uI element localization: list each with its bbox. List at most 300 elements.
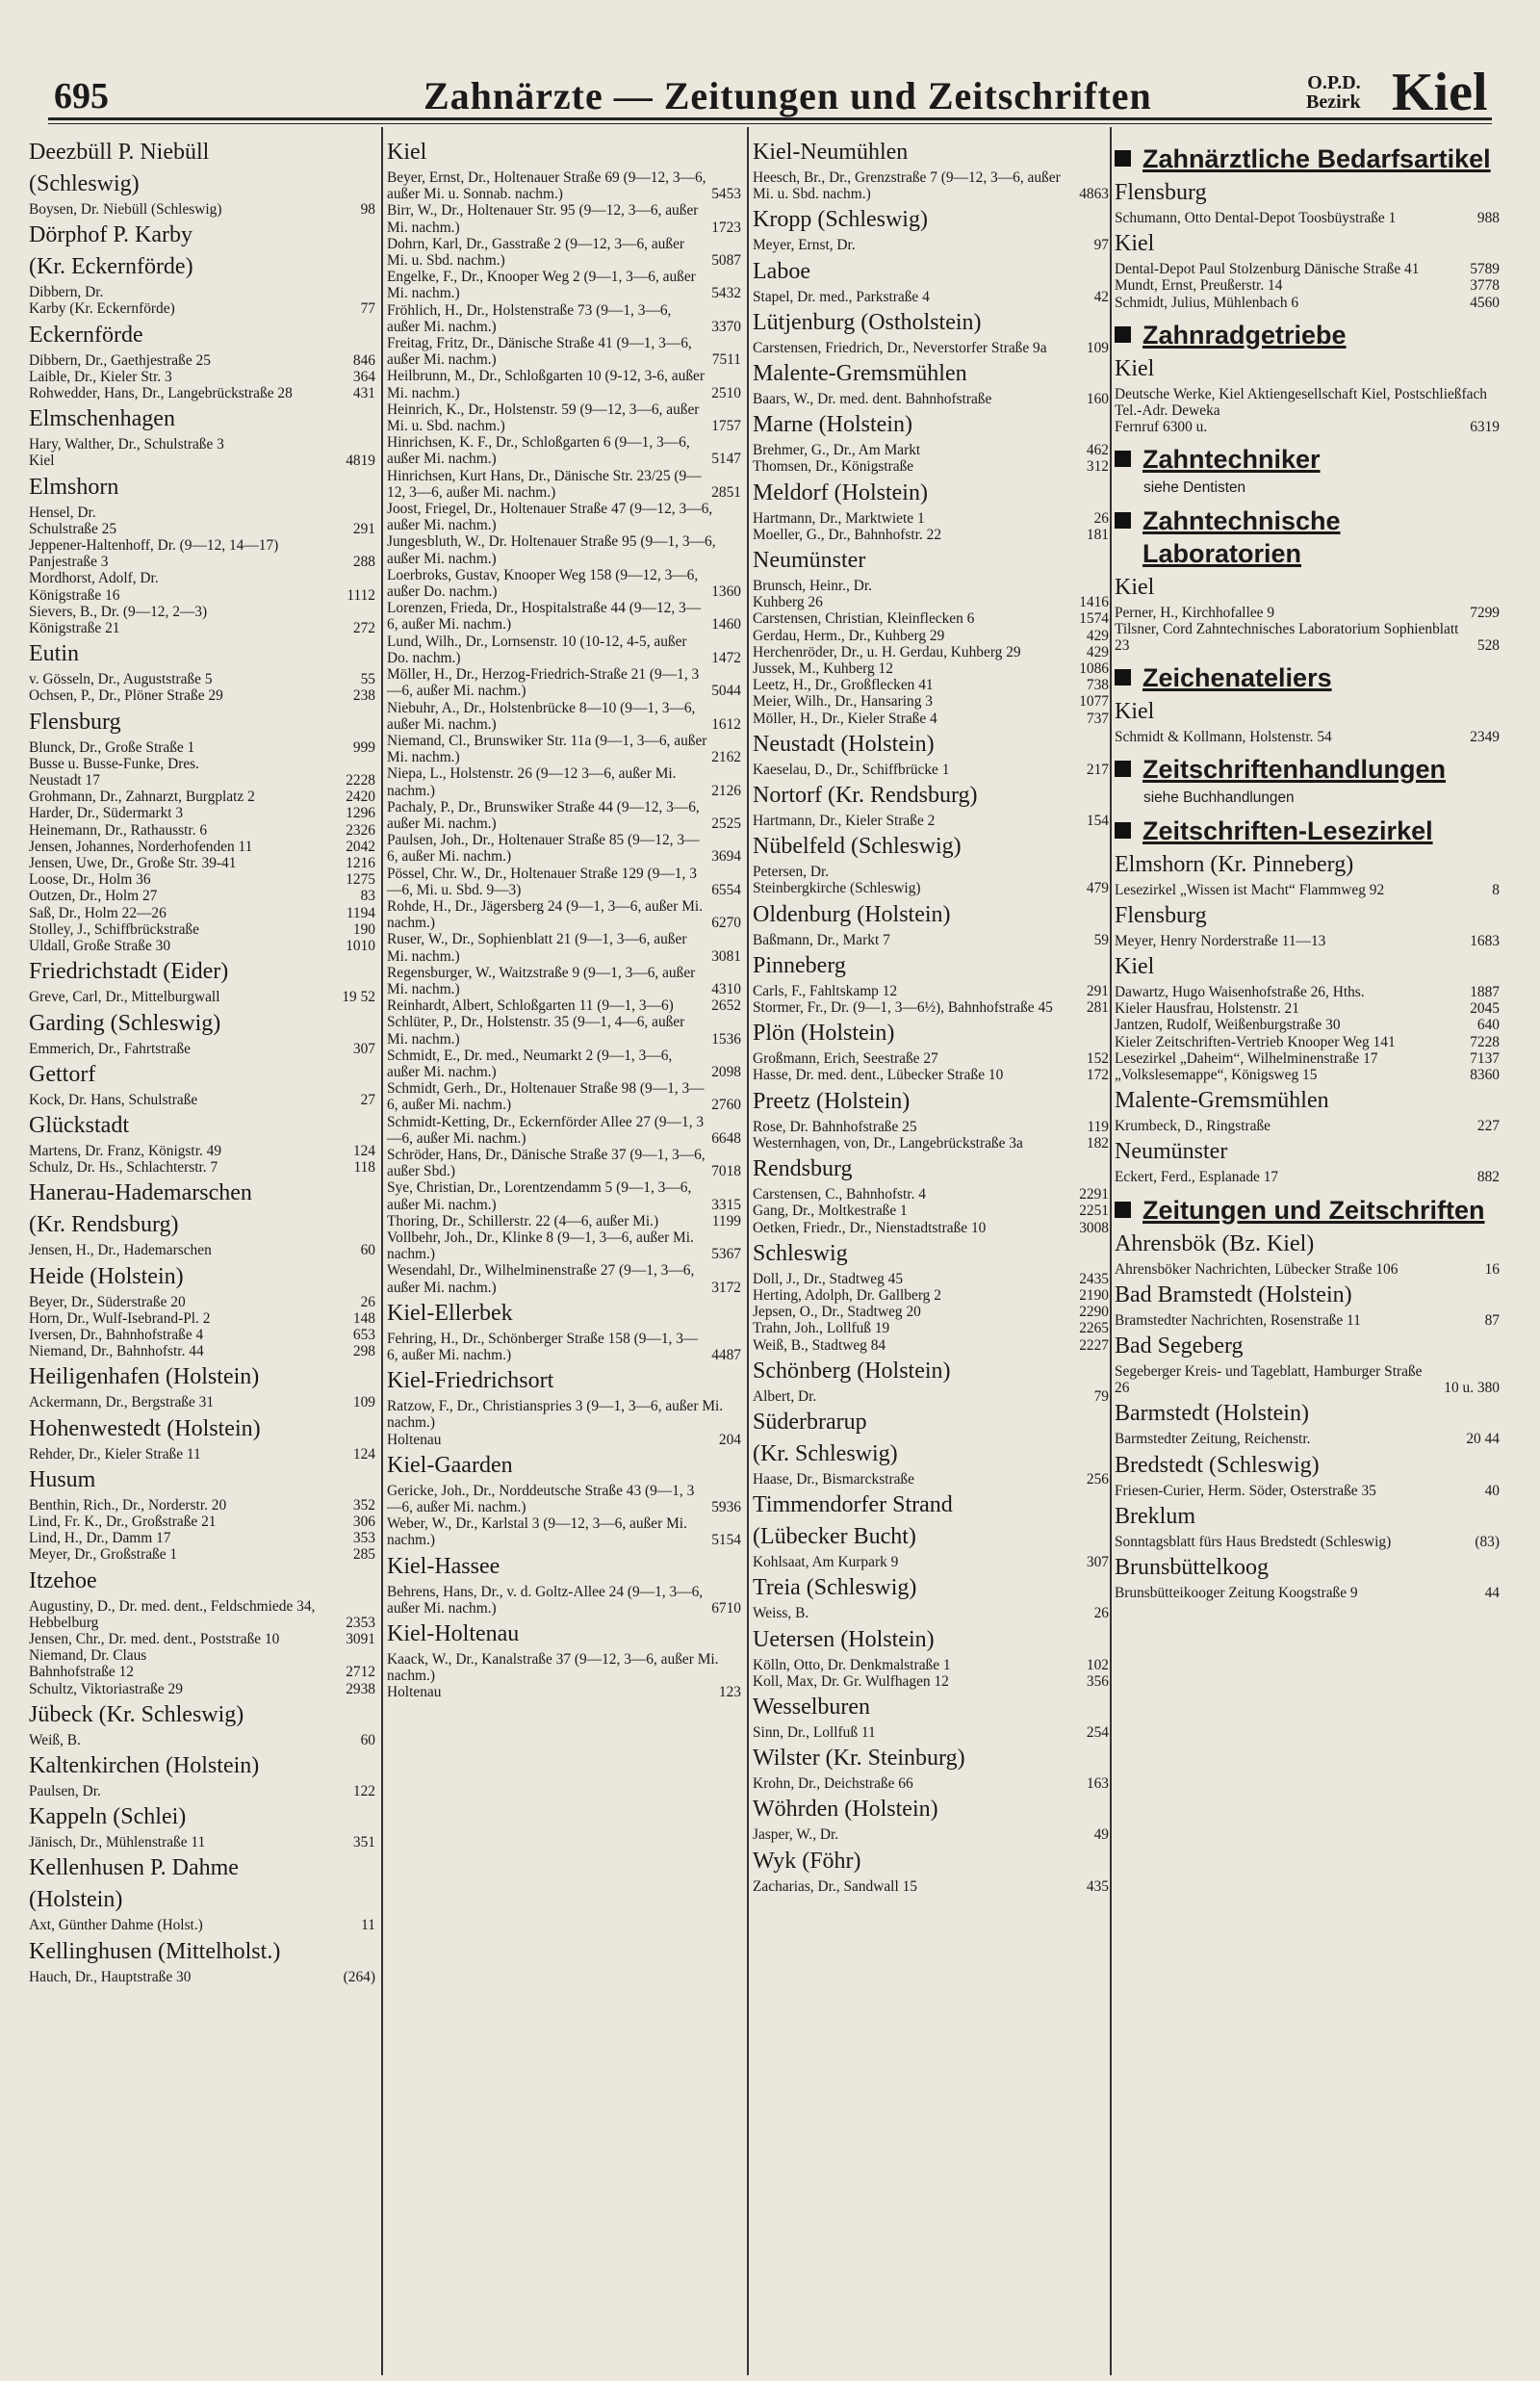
place-heading: Plön (Holstein) bbox=[753, 1021, 895, 1047]
phone-number: 2042 bbox=[346, 838, 375, 855]
phone-number: 2851 bbox=[711, 483, 741, 501]
directory-entry bbox=[29, 789, 375, 805]
entry-name: Möller, H., Dr., Kieler Straße 4 bbox=[753, 710, 937, 727]
place-heading: Kiel bbox=[1115, 231, 1155, 257]
region-label bbox=[1306, 73, 1361, 112]
entry-name: Lorenzen, Frieda, Dr., Hospitalstraße 44 (9—12, 3—6, außer Mi. nachm.) bbox=[387, 600, 702, 634]
directory-entry bbox=[1115, 1034, 1500, 1050]
entry-name: Stolley, J., Schiffbrückstraße bbox=[29, 920, 199, 938]
phone-number: 20 44 bbox=[1466, 1431, 1500, 1448]
place-heading: Elmschenhagen bbox=[29, 406, 175, 432]
entry-name: Fernruf 6300 u. bbox=[1115, 419, 1208, 436]
entry-name: Weiß, B. bbox=[29, 1731, 81, 1748]
phone-number: 181 bbox=[1086, 526, 1109, 543]
place-heading: Kiel bbox=[1115, 355, 1155, 381]
header-rule-thin bbox=[48, 123, 1492, 124]
directory-entry bbox=[753, 864, 1109, 880]
phone-number: 738 bbox=[1086, 677, 1109, 694]
directory-entry bbox=[753, 711, 1109, 727]
directory-entry bbox=[29, 839, 375, 855]
entry-name: Herting, Adolph, Dr. Gallberg 2 bbox=[753, 1286, 941, 1304]
phone-number: 2326 bbox=[346, 821, 375, 839]
directory-entry bbox=[1115, 1534, 1500, 1550]
entry-name: Loerbroks, Gustav, Knooper Weg 158 (9—12, 3—6, außer Do. nachm.) bbox=[387, 566, 699, 601]
phone-number: 2228 bbox=[346, 772, 375, 789]
black-square-icon bbox=[1115, 822, 1131, 839]
entry-name: Hensel, Dr. bbox=[29, 504, 96, 521]
phone-number: 8360 bbox=[1470, 1067, 1500, 1084]
entry-name: Carstensen, Friedrich, Dr., Neverstorfer Straße 9a bbox=[753, 339, 1047, 356]
entry-name: Schmidt, Julius, Mühlenbach 6 bbox=[1115, 294, 1299, 311]
directory-entry bbox=[753, 1287, 1109, 1304]
category-title: Zahntechniker bbox=[1142, 445, 1321, 475]
entry-name: Bramstedter Nachrichten, Rosenstraße 11 bbox=[1115, 1311, 1361, 1329]
entry-name: Hasse, Dr. med. dent., Lübecker Straße 10 bbox=[753, 1067, 1004, 1084]
directory-entry bbox=[1115, 261, 1500, 277]
directory-entry bbox=[753, 693, 1109, 710]
entry-name: Trahn, Joh., Lollfuß 19 bbox=[753, 1320, 890, 1337]
entry-name: Meyer, Ernst, Dr. bbox=[753, 237, 856, 254]
phone-number: 3694 bbox=[711, 848, 741, 866]
phone-number: 2349 bbox=[1470, 729, 1500, 746]
directory-entry bbox=[387, 799, 741, 832]
phone-number: 1296 bbox=[346, 805, 375, 822]
column-divider bbox=[381, 127, 383, 2375]
directory-entry bbox=[29, 1783, 375, 1799]
entry-name: Schmidt, Gerh., Dr., Holtenauer Straße 98 (9—1, 3—6, außer Mi. nachm.) bbox=[387, 1080, 705, 1114]
place-heading: Kellinghusen (Mittelholst.) bbox=[29, 1938, 281, 1964]
entry-name: Reinhardt, Albert, Schloßgarten 11 (9—1, 3—6) bbox=[387, 997, 674, 1015]
place-heading: Nortorf (Kr. Rendsburg) bbox=[753, 783, 978, 809]
directory-entry bbox=[387, 931, 741, 964]
entry-name: Petersen, Dr. bbox=[753, 864, 830, 881]
directory-entry bbox=[387, 733, 741, 765]
directory-entry bbox=[1115, 277, 1500, 294]
directory-entry bbox=[753, 1135, 1109, 1152]
entry-name: Kock, Dr. Hans, Schulstraße bbox=[29, 1091, 198, 1108]
entry-name: Heilbrunn, M., Dr., Schloßgarten 10 (9-12, 3-6, außer Mi. nachm.) bbox=[387, 368, 705, 401]
directory-entry bbox=[29, 1294, 375, 1310]
entry-name: Beyer, Dr., Süderstraße 20 bbox=[29, 1293, 186, 1310]
entry-name: Gang, Dr., Moltkestraße 1 bbox=[753, 1203, 908, 1220]
place-heading: Eckernförde bbox=[29, 322, 143, 348]
entry-name: Oetken, Friedr., Dr., Nienstadtstraße 10 bbox=[753, 1219, 987, 1236]
entry-name: Dental-Depot Paul Stolzenburg Dänische Straße 41 bbox=[1115, 261, 1420, 278]
black-square-icon bbox=[1115, 451, 1131, 467]
directory-entry bbox=[753, 1337, 1109, 1354]
phone-number: 124 bbox=[352, 1445, 375, 1462]
opd-label: O.P.D. bbox=[1307, 72, 1361, 93]
entry-name: Kieler Hausfrau, Holstenstr. 21 bbox=[1115, 1000, 1299, 1018]
directory-entry bbox=[29, 756, 375, 772]
entry-name: Ochsen, P., Dr., Plöner Straße 29 bbox=[29, 687, 223, 705]
category-title: Zahnradgetriebe bbox=[1142, 320, 1347, 349]
directory-entry bbox=[387, 965, 741, 997]
phone-number: 429 bbox=[1086, 643, 1109, 660]
place-heading: Wesselburen bbox=[753, 1694, 871, 1720]
directory-entry bbox=[753, 1724, 1109, 1741]
phone-number: 2162 bbox=[711, 749, 741, 766]
directory-entry bbox=[387, 1515, 741, 1548]
directory-entry bbox=[753, 1775, 1109, 1792]
place-heading: Preetz (Holstein) bbox=[753, 1088, 911, 1114]
directory-entry bbox=[29, 1834, 375, 1850]
entry-name: Axt, Günther Dahme (Holst.) bbox=[29, 1917, 203, 1934]
entry-name: Schultz, Viktoriastraße 29 bbox=[29, 1680, 183, 1697]
directory-entry bbox=[1115, 1118, 1500, 1134]
phone-number: 462 bbox=[1086, 442, 1109, 459]
entry-name: Paulsen, Dr. bbox=[29, 1782, 101, 1799]
directory-entry bbox=[29, 905, 375, 921]
phone-number: 4863 bbox=[1079, 186, 1109, 203]
phone-number: 291 bbox=[1086, 982, 1109, 999]
directory-entry bbox=[29, 1343, 375, 1359]
directory-entry bbox=[387, 1651, 741, 1684]
phone-number: (83) bbox=[1475, 1533, 1500, 1550]
entry-name: Sonntagsblatt fürs Haus Bredstedt (Schleswig) bbox=[1115, 1533, 1392, 1550]
entry-name: Thoring, Dr., Schillerstr. 22 (4—6, außer Mi.) bbox=[387, 1212, 659, 1229]
entry-name: Laible, Dr., Kieler Str. 3 bbox=[29, 368, 172, 385]
phone-number: 5044 bbox=[711, 683, 741, 700]
directory-entry bbox=[1115, 419, 1500, 435]
phone-number: 3172 bbox=[711, 1279, 741, 1296]
entry-name: „Volkslesemappe“, Königsweg 15 bbox=[1115, 1067, 1318, 1084]
phone-number: 5936 bbox=[711, 1499, 741, 1516]
entry-name: Baßmann, Dr., Markt 7 bbox=[753, 931, 890, 948]
directory-entry bbox=[29, 871, 375, 888]
phone-number: 351 bbox=[352, 1834, 375, 1851]
phone-number: 653 bbox=[352, 1326, 375, 1343]
phone-number: 4310 bbox=[711, 980, 741, 997]
directory-entry bbox=[1115, 1067, 1500, 1083]
entry-name: Vollbehr, Joh., Dr., Klinke 8 (9—1, 3—6, außer Mi. nachm.) bbox=[387, 1229, 694, 1263]
phone-number: 6319 bbox=[1470, 419, 1500, 436]
place-heading: Kiel-Holtenau bbox=[387, 1621, 520, 1647]
directory-entry bbox=[1115, 386, 1500, 419]
place-heading: Gettorf bbox=[29, 1061, 96, 1087]
directory-entry bbox=[29, 888, 375, 904]
phone-number: 7299 bbox=[1470, 604, 1500, 621]
phone-number: 4487 bbox=[711, 1347, 741, 1364]
directory-entry bbox=[1115, 621, 1500, 654]
phone-number: 97 bbox=[1093, 237, 1109, 254]
directory-entry bbox=[387, 1048, 741, 1080]
place-heading: Timmendorfer Strand bbox=[753, 1492, 953, 1518]
entry-name: Jungesbluth, W., Dr. Holtenauer Straße 95 (9—1, 3—6, außer Mi. nachm.) bbox=[387, 533, 716, 567]
place-heading: Kiel-Hassee bbox=[387, 1553, 500, 1579]
phone-number: 7018 bbox=[711, 1163, 741, 1180]
entry-name: Weiß, B., Stadtweg 84 bbox=[753, 1336, 886, 1354]
directory-entry bbox=[387, 1229, 741, 1262]
place-heading: Kiel bbox=[387, 140, 427, 165]
phone-number: 49 bbox=[1093, 1826, 1109, 1844]
place-heading: Malente-Gremsmühlen bbox=[1115, 1088, 1329, 1114]
entry-name: Fröhlich, H., Dr., Holstenstraße 73 (9—1, 3—6, außer Mi. nachm.) bbox=[387, 301, 672, 335]
entry-name: Ruser, W., Dr., Sophienblatt 21 (9—1, 3—6, außer Mi. nachm.) bbox=[387, 931, 687, 965]
phone-number: 737 bbox=[1086, 710, 1109, 727]
place-heading: Treia (Schleswig) bbox=[753, 1575, 917, 1601]
place-heading: Neumünster bbox=[1115, 1139, 1228, 1165]
phone-number: 87 bbox=[1484, 1311, 1500, 1329]
phone-number: 2290 bbox=[1079, 1304, 1109, 1321]
directory-entry bbox=[1115, 1431, 1500, 1447]
directory-entry bbox=[753, 527, 1109, 543]
entry-name: Baars, W., Dr. med. dent. Bahnhofstraße bbox=[753, 391, 992, 408]
cross-reference: siehe Dentisten bbox=[1143, 479, 1246, 497]
phone-number: 988 bbox=[1476, 210, 1500, 226]
phone-number: 10 u. 380 bbox=[1444, 1380, 1500, 1397]
phone-number: 60 bbox=[360, 1242, 375, 1259]
directory-entry bbox=[29, 921, 375, 938]
entry-name: Ratzow, F., Dr., Christianspries 3 (9—1, 3—6, außer Mi. nachm.) bbox=[387, 1398, 724, 1432]
place-heading: Wöhrden (Holstein) bbox=[753, 1797, 938, 1823]
entry-name: Fehring, H., Dr., Schönberger Straße 158 (9—1, 3—6, außer Mi. nachm.) bbox=[387, 1330, 699, 1364]
place-heading: Malente-Gremsmühlen bbox=[753, 361, 967, 387]
directory-entry bbox=[29, 201, 375, 218]
entry-name: Möller, H., Dr., Herzog-Friedrich-Straße 21 (9—1, 3—6, außer Mi. nachm.) bbox=[387, 666, 700, 700]
phone-number: 7511 bbox=[711, 351, 741, 369]
phone-number: 2265 bbox=[1079, 1320, 1109, 1337]
place-heading: Garding (Schleswig) bbox=[29, 1010, 221, 1036]
directory-entry bbox=[1115, 210, 1500, 226]
entry-name: Rohwedder, Hans, Dr., Langebrückstraße 28 bbox=[29, 385, 293, 402]
directory-entry bbox=[753, 932, 1109, 948]
entry-name: Neustadt 17 bbox=[29, 772, 100, 789]
phone-number: 26 bbox=[1093, 1605, 1109, 1622]
directory-entry bbox=[29, 1310, 375, 1327]
directory-entry bbox=[29, 1041, 375, 1057]
directory-entry bbox=[29, 1327, 375, 1343]
phone-number: 27 bbox=[360, 1091, 375, 1108]
entry-name: Jensen, Chr., Dr. med. dent., Poststraße 10 bbox=[29, 1630, 280, 1647]
category-title: Zahntechnische Laboratorien bbox=[1142, 505, 1341, 568]
phone-number: 40 bbox=[1484, 1482, 1500, 1499]
entry-name: Uldall, Große Straße 30 bbox=[29, 938, 171, 955]
directory-entry bbox=[387, 434, 741, 467]
directory-entry bbox=[29, 1917, 375, 1933]
place-heading: Kiel-Neumühlen bbox=[753, 140, 909, 165]
directory-entry bbox=[29, 1530, 375, 1546]
place-heading: Kropp (Schleswig) bbox=[753, 207, 928, 233]
category-title: Zeitschriftenhandlungen bbox=[1142, 755, 1447, 785]
phone-number: 7137 bbox=[1470, 1049, 1500, 1067]
category-title: Zeitungen und Zeitschriften bbox=[1142, 1195, 1485, 1225]
directory-entry bbox=[387, 368, 741, 401]
phone-number: 640 bbox=[1476, 1017, 1500, 1034]
place-heading: Marne (Holstein) bbox=[753, 412, 912, 438]
directory-entry bbox=[1115, 1312, 1500, 1329]
place-heading: (Kr. Eckernförde) bbox=[29, 254, 193, 280]
entry-name: Schulz, Dr. Hs., Schlachterstr. 7 bbox=[29, 1159, 218, 1177]
black-square-icon bbox=[1115, 669, 1131, 686]
phone-number: 353 bbox=[352, 1530, 375, 1547]
place-heading: Schleswig bbox=[753, 1240, 848, 1266]
directory-entry bbox=[753, 594, 1109, 610]
entry-name: Sye, Christian, Dr., Lorentzendamm 5 (9—1, 3—6, außer Mi. nachm.) bbox=[387, 1179, 692, 1213]
phone-number: 2525 bbox=[711, 815, 741, 832]
place-heading: (Kr. Schleswig) bbox=[753, 1440, 898, 1466]
phone-number: 307 bbox=[1086, 1554, 1109, 1571]
column-divider bbox=[747, 127, 749, 2375]
directory-entry bbox=[29, 1394, 375, 1410]
directory-entry bbox=[29, 1681, 375, 1697]
phone-number: 16 bbox=[1484, 1260, 1500, 1278]
phone-number: 479 bbox=[1086, 880, 1109, 897]
place-heading: Nübelfeld (Schleswig) bbox=[753, 834, 962, 860]
phone-number: 1683 bbox=[1470, 932, 1500, 949]
entry-name: Hary, Walther, Dr., Schulstraße 3 bbox=[29, 436, 224, 453]
directory-entry bbox=[29, 1514, 375, 1530]
place-heading: Eutin bbox=[29, 641, 79, 667]
phone-number: 1887 bbox=[1470, 984, 1500, 1001]
place-heading: (Kr. Rendsburg) bbox=[29, 1212, 179, 1238]
entry-name: Jensen, Johannes, Norderhofenden 11 bbox=[29, 838, 253, 855]
place-heading: Flensburg bbox=[1115, 902, 1207, 928]
entry-name: Engelke, F., Dr., Knooper Weg 2 (9—1, 3—6, außer Mi. nachm.) bbox=[387, 269, 696, 302]
entry-name: Kuhberg 26 bbox=[753, 594, 823, 611]
place-heading: Flensburg bbox=[1115, 180, 1207, 205]
place-heading: Brunsbüttelkoog bbox=[1115, 1555, 1269, 1581]
directory-entry bbox=[753, 442, 1109, 458]
phone-number: 3008 bbox=[1079, 1219, 1109, 1236]
directory-entry bbox=[387, 866, 741, 898]
header-city: Kiel bbox=[1392, 63, 1488, 122]
entry-name: Horn, Dr., Wulf-Isebrand-Pl. 2 bbox=[29, 1309, 211, 1327]
phone-number: 254 bbox=[1086, 1723, 1109, 1741]
phone-number: 6648 bbox=[711, 1129, 741, 1147]
place-heading: Kiel bbox=[1115, 574, 1155, 600]
phone-number: 2420 bbox=[346, 789, 375, 806]
entry-name: Heinrich, K., Dr., Holstenstr. 59 (9—12, 3—6, außer Mi. u. Sbd. nachm.) bbox=[387, 401, 700, 435]
phone-number: 1416 bbox=[1079, 594, 1109, 611]
directory-entry bbox=[753, 1186, 1109, 1203]
entry-name: Doll, J., Dr., Stadtweg 45 bbox=[753, 1270, 904, 1287]
entry-name: Jepsen, O., Dr., Stadtweg 20 bbox=[753, 1304, 921, 1321]
entry-name: Augustiny, D., Dr. med. dent., Feldschmiede 34, Hebbelburg bbox=[29, 1597, 316, 1631]
entry-name: Dawartz, Hugo Waisenhofstraße 26, Hths. bbox=[1115, 984, 1365, 1001]
header-rule bbox=[48, 117, 1492, 120]
entry-name: Pössel, Chr. W., Dr., Holtenauer Straße 129 (9—1, 3—6, Mi. u. Sbd. 9—3) bbox=[387, 865, 697, 898]
directory-entry bbox=[387, 202, 741, 235]
place-heading: Rendsburg bbox=[753, 1156, 853, 1182]
category-heading bbox=[1115, 661, 1500, 694]
phone-number: 999 bbox=[352, 738, 375, 756]
black-square-icon bbox=[1115, 150, 1131, 167]
entry-name: Beyer, Ernst, Dr., Holtenauer Straße 69 (9—12, 3—6, außer Mi. u. Sonnab. nachm.) bbox=[387, 169, 706, 203]
phone-number: 119 bbox=[1087, 1118, 1109, 1135]
phone-number: 2227 bbox=[1079, 1336, 1109, 1354]
entry-name: Friesen-Curier, Herm. Söder, Osterstraße 35 bbox=[1115, 1482, 1376, 1499]
directory-entry bbox=[753, 983, 1109, 999]
entry-name: Wesendahl, Dr., Wilhelminenstraße 27 (9—1, 3—6, außer Mi. nachm.) bbox=[387, 1262, 695, 1296]
place-heading: Glückstadt bbox=[29, 1112, 129, 1138]
directory-entry bbox=[753, 1203, 1109, 1219]
directory-entry bbox=[1115, 1169, 1500, 1185]
place-heading: Wilster (Kr. Steinburg) bbox=[753, 1746, 965, 1772]
place-heading: Kiel-Gaarden bbox=[387, 1452, 513, 1478]
entry-name: Hauch, Dr., Hauptstraße 30 bbox=[29, 1968, 192, 1985]
directory-entry bbox=[29, 369, 375, 385]
place-heading: Bad Bramstedt (Holstein) bbox=[1115, 1281, 1352, 1307]
directory-entry bbox=[29, 453, 375, 469]
directory-entry bbox=[387, 1147, 741, 1179]
directory-entry bbox=[387, 832, 741, 865]
entry-name: Lesezirkel „Daheim“, Wilhelminenstraße 17 bbox=[1115, 1049, 1378, 1067]
phone-number: 291 bbox=[352, 520, 375, 537]
directory-entry bbox=[1115, 1585, 1500, 1601]
entry-name: Königstraße 21 bbox=[29, 620, 120, 637]
phone-number: 2126 bbox=[711, 782, 741, 799]
phone-number: 2435 bbox=[1079, 1270, 1109, 1287]
directory-entry bbox=[29, 1546, 375, 1563]
directory-entry bbox=[753, 237, 1109, 253]
entry-name: Koll, Max, Dr. Gr. Wulfhagen 12 bbox=[753, 1672, 949, 1690]
entry-name: Outzen, Dr., Holm 27 bbox=[29, 888, 158, 905]
entry-name: Krohn, Dr., Deichstraße 66 bbox=[753, 1775, 913, 1793]
phone-number: 172 bbox=[1086, 1067, 1109, 1084]
place-heading: Oldenburg (Holstein) bbox=[753, 901, 951, 927]
category-heading bbox=[1115, 505, 1500, 570]
directory-entry bbox=[29, 805, 375, 821]
entry-name: Eckert, Ferd., Esplanade 17 bbox=[1115, 1169, 1279, 1186]
entry-name: Krumbeck, D., Ringstraße bbox=[1115, 1118, 1270, 1135]
entry-name: Moeller, G., Dr., Bahnhofstr. 22 bbox=[753, 526, 942, 543]
category-title: Zeichenateliers bbox=[1142, 663, 1332, 693]
phone-number: 1460 bbox=[711, 616, 741, 634]
phone-number: 148 bbox=[352, 1309, 375, 1327]
phone-number: 256 bbox=[1086, 1470, 1109, 1488]
entry-name: Kieler Zeitschriften-Vertrieb Knooper Weg 141 bbox=[1115, 1033, 1396, 1050]
directory-entry bbox=[753, 880, 1109, 896]
phone-number: 2353 bbox=[346, 1614, 375, 1631]
entry-name: Deutsche Werke, Kiel Aktiengesellschaft Kiel, Postschließfach Tel.-Adr. Deweka bbox=[1115, 385, 1487, 420]
phone-number: (264) bbox=[343, 1968, 375, 1985]
directory-entry bbox=[387, 567, 741, 600]
phone-number: 109 bbox=[352, 1394, 375, 1411]
entry-name: Dohrn, Karl, Dr., Gasstraße 2 (9—12, 3—6, außer Mi. u. Sbd. nachm.) bbox=[387, 235, 685, 270]
entry-name: Albert, Dr. bbox=[753, 1387, 817, 1405]
entry-name: Emmerich, Dr., Fahrtstraße bbox=[29, 1040, 191, 1057]
directory-entry bbox=[753, 1878, 1109, 1895]
entry-name: Lund, Wilh., Dr., Lornsenstr. 10 (10-12, 4-5, außer Do. nachm.) bbox=[387, 633, 687, 666]
place-heading: Kappeln (Schlei) bbox=[29, 1804, 187, 1830]
phone-number: 190 bbox=[352, 920, 375, 938]
directory-entry bbox=[29, 938, 375, 954]
phone-number: 2251 bbox=[1079, 1203, 1109, 1220]
entry-name: Benthin, Rich., Dr., Norderstr. 20 bbox=[29, 1496, 227, 1514]
directory-entry bbox=[753, 644, 1109, 660]
directory-entry bbox=[753, 610, 1109, 627]
directory-entry bbox=[753, 660, 1109, 677]
entry-name: Niemand, Cl., Brunswiker Str. 11a (9—1, 3—6, außer Mi. nachm.) bbox=[387, 732, 707, 766]
phone-number: 83 bbox=[360, 888, 375, 905]
place-heading: Meldorf (Holstein) bbox=[753, 479, 928, 505]
place-heading: Neustadt (Holstein) bbox=[753, 731, 935, 757]
entry-name: Jensen, H., Dr., Hademarschen bbox=[29, 1242, 212, 1259]
directory-entry bbox=[387, 401, 741, 434]
directory-entry bbox=[753, 1826, 1109, 1843]
entry-name: Königstraße 16 bbox=[29, 586, 120, 604]
directory-entry bbox=[29, 1092, 375, 1108]
entry-name: Pachaly, P., Dr., Brunswiker Straße 44 (9—12, 3—6, außer Mi. nachm.) bbox=[387, 798, 700, 832]
entry-name: Harder, Dr., Südermarkt 3 bbox=[29, 805, 184, 822]
entry-name: Jantzen, Rudolf, Weißenburgstraße 30 bbox=[1115, 1017, 1341, 1034]
phone-number: 109 bbox=[1086, 339, 1109, 356]
entry-name: Behrens, Hans, Dr., v. d. Goltz-Allee 24 (9—1, 3—6, außer Mi. nachm.) bbox=[387, 1583, 704, 1617]
directory-entry bbox=[753, 391, 1109, 407]
entry-name: v. Gösseln, Dr., Auguststraße 5 bbox=[29, 671, 213, 688]
place-heading: Kiel-Ellerbek bbox=[387, 1300, 513, 1326]
